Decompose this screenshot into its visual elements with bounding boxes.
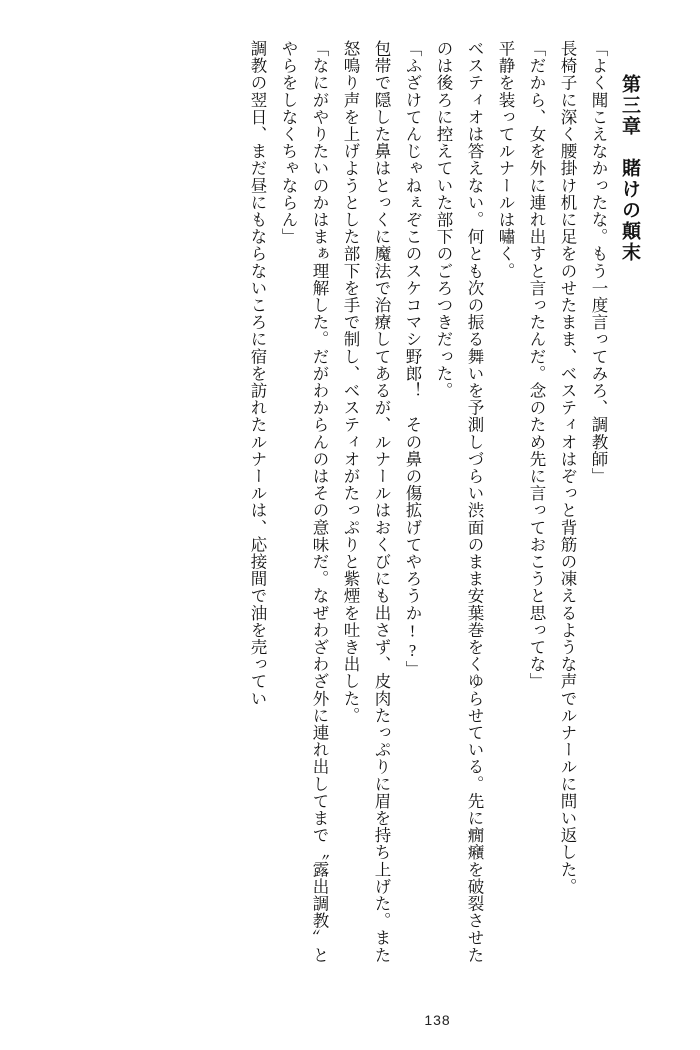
page-number-value: 138 bbox=[424, 1012, 451, 1028]
paragraph: 「なにがやりたいのかはまぁ理解した。だがわからんのはその意味だ。なぜわざわざ外に連れ出してまで〝露出調教〟とやらをしなくちゃならん」 bbox=[279, 40, 329, 964]
paragraph: 「だから、女を外に連れ出すと言ったんだ。念のため先に言っておこうと思ってな」 bbox=[527, 40, 546, 690]
paragraph: 「よく聞こえなかったな。もう一度言ってみろ、調教師」 bbox=[589, 40, 608, 485]
page-number bbox=[0, 1012, 700, 1028]
paragraph: 長椅子に深く腰掛け机に足をのせたまま、ベスティオはぞっと背筋の凍えるような声でルナールに問い返した。 bbox=[558, 40, 577, 895]
paragraph: 調教の翌日、まだ昼にもならないころに宿を訪れたルナールは、応接間で油を売ってい bbox=[248, 40, 267, 707]
paragraph: ベスティオは答えない。何とも次の振る舞いを予測しづらい渋面のまま安葉巻をくゆらせている。先に癇癪を破裂させたのは後ろに控えていた部下のごろつきだった。 bbox=[434, 40, 484, 964]
vertical-text-body bbox=[55, 40, 645, 970]
paragraph: 平静を装ってルナールは嘯く。 bbox=[496, 40, 515, 280]
chapter-heading: 第三章 賭けの顛末 bbox=[619, 74, 640, 263]
paragraph: 「ふざけてんじゃねぇぞこのスケコマシ野郎！ その鼻の傷拡げてやろうか!?」 bbox=[403, 40, 422, 678]
paragraph: 包帯で隠した鼻はとっくに魔法で治療してあるが、ルナールはおくびにも出さず、皮肉たっぷりに眉を持ち上げた。また怒鳴り声を上げようとした部下を手で制し、ベスティオがたっぷりと紫煙を吐き出した。 bbox=[341, 40, 391, 964]
